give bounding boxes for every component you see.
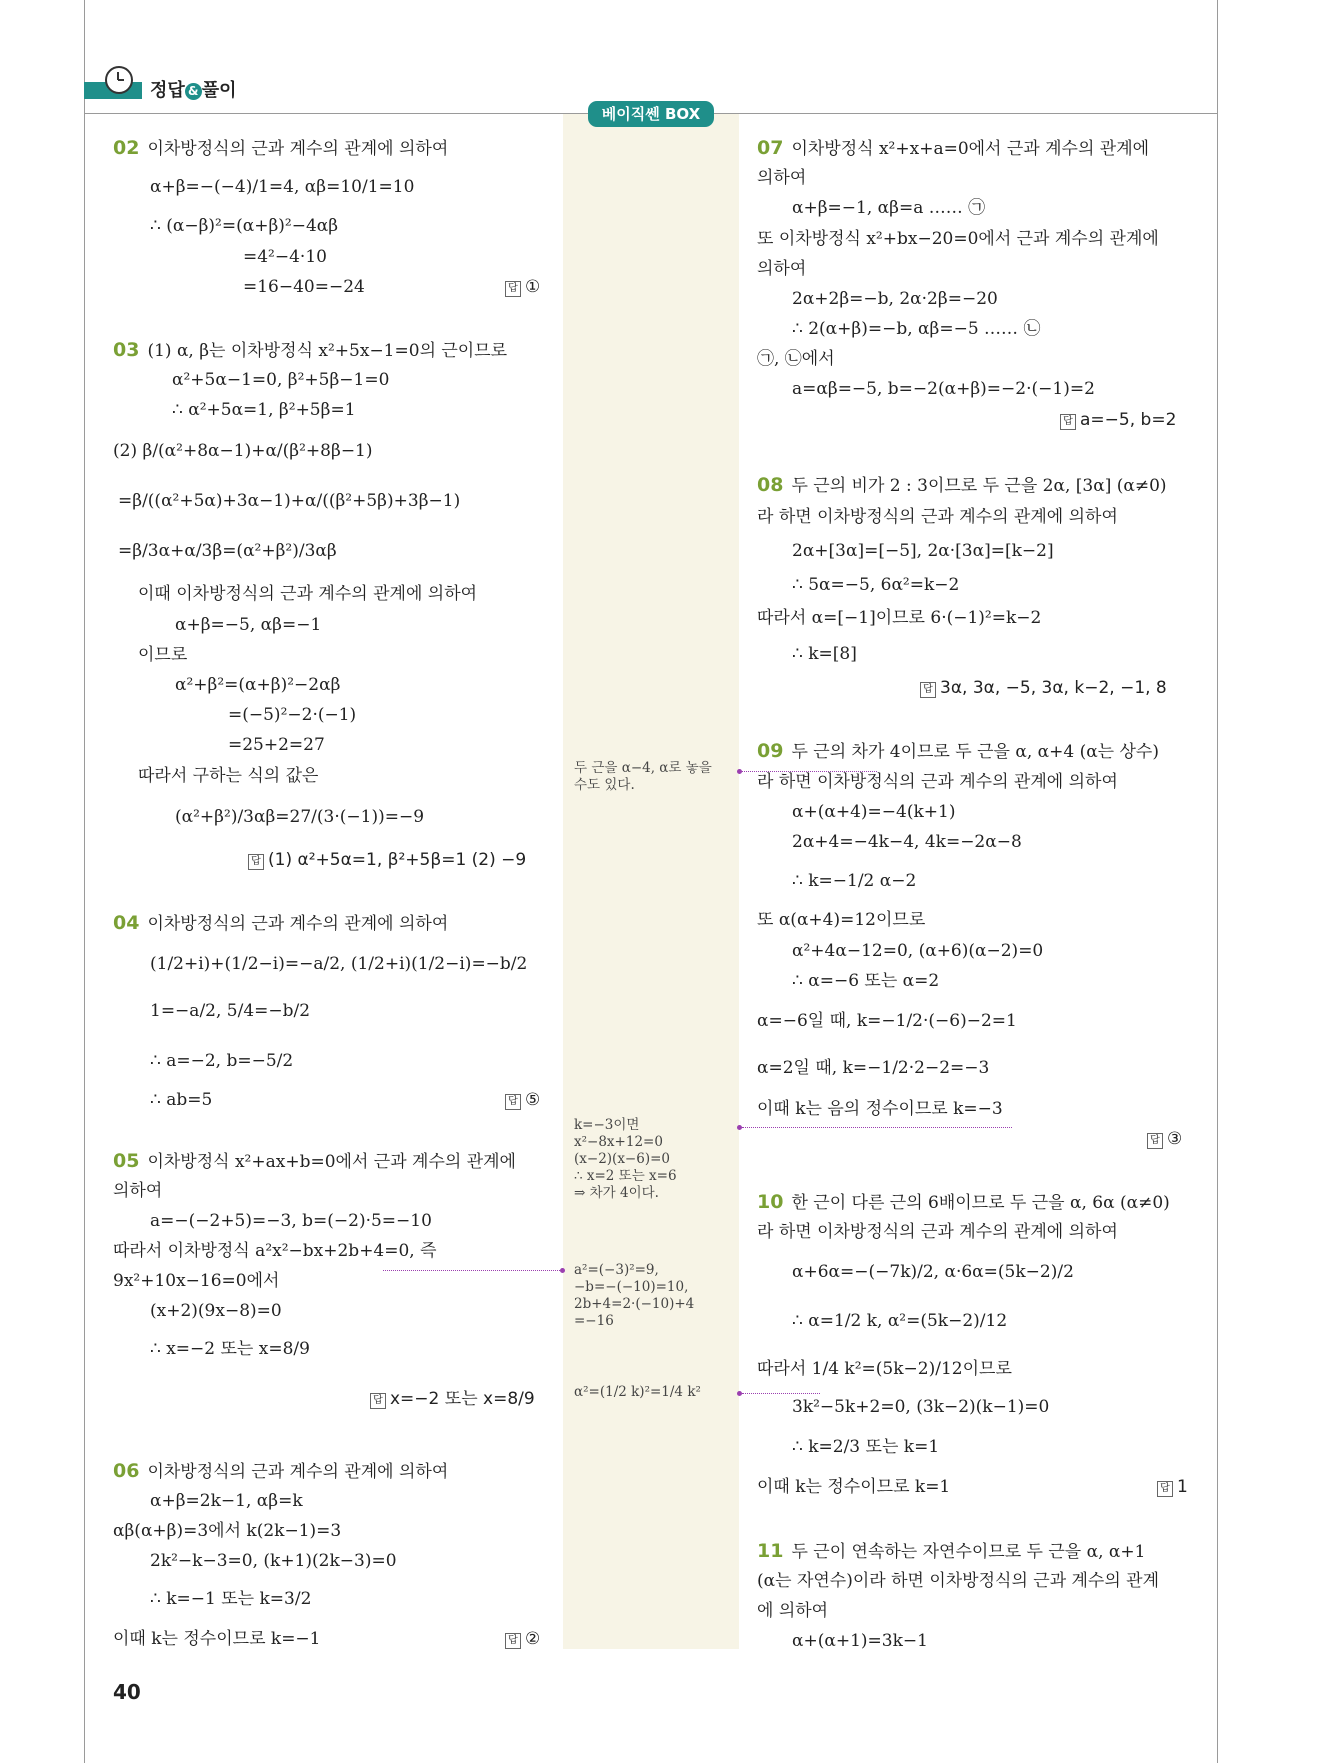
line-text: 이므로 [138,645,188,665]
line-text: 이때 k는 음의 정수이므로 k=−3 [757,1099,1003,1119]
line-text: α+β=−5, αβ=−1 [175,615,322,635]
solution-line [150,1490,303,1512]
connector-line [742,1393,820,1394]
problem-number: 09 [757,740,784,762]
solution-line [792,870,916,892]
box-note-line: −b=−(−10)=10, [574,1279,689,1295]
line-text: 1=−a/2, 5/4=−b/2 [150,1001,311,1021]
answer-mark-icon: 답 [505,1094,521,1110]
problem-03-heading [113,339,507,362]
line-text: 라 하면 이차방정식의 근과 계수의 관계에 의하여 [757,1222,1118,1242]
solution-line [792,831,1022,853]
solution-line [175,806,424,828]
line-text: 이때 k는 정수이므로 k=−1 [113,1629,321,1649]
answer-line [248,849,526,871]
problem-09-heading [757,740,1159,763]
solution-line [757,167,806,189]
solution-line [792,1436,939,1458]
problem-10-heading [757,1191,1170,1214]
solution-line [150,1588,311,1610]
line-text: 의하여 [113,1181,163,1201]
line-text: 라 하면 이차방정식의 근과 계수의 관계에 의하여 [757,772,1118,792]
solution-line [150,215,338,237]
line-text: αβ(α+β)=3에서 k(2k−1)=3 [113,1521,342,1541]
solution-line [792,378,1095,400]
line-text: 2α+4=−4k−4, 4k=−2α−8 [792,832,1022,852]
solution-line [792,1310,1007,1332]
line-text: α²+β²=(α+β)²−2αβ [175,675,341,695]
solution-line [172,369,389,391]
solution-line [757,1570,1159,1592]
answer-mark-icon: 답 [505,1633,521,1649]
line-text: ∴ a=−2, b=−5/2 [150,1051,294,1071]
solution-line [138,765,318,787]
line-text: 따라서 구하는 식의 값은 [138,766,319,786]
solution-line [757,1358,1012,1380]
solution-line [757,258,806,280]
answer-line [920,677,1167,699]
solution-line [792,940,1043,962]
solution-line [757,771,1118,793]
problem-number: 11 [757,1540,784,1562]
page-border-right [1217,0,1218,1763]
solution-line [792,197,985,219]
line-text: ∴ 5α=−5, 6α²=k−2 [792,575,960,595]
solution-line [792,318,1040,340]
line-text: 9x²+10x−16=0에서 [113,1271,280,1291]
solution-line [792,540,1054,562]
box-note-line: =−16 [574,1313,614,1329]
line-text: 이때 k는 정수이므로 k=1 [757,1477,951,1497]
connector-dot [560,1268,565,1273]
problem-05-heading [113,1150,516,1173]
line-text: α=2일 때, k=−1/2·2−2=−3 [757,1058,990,1078]
problem-07-heading [757,137,1149,160]
line-text: ∴ (α−β)²=(α+β)²−4αβ [150,216,339,236]
solution-line [113,1628,321,1650]
problem-08-heading [757,474,1167,497]
line-text: 이차방정식 x²+ax+b=0에서 근과 계수의 관계에 [147,1152,516,1172]
line-text: =25+2=27 [228,735,325,755]
solution-line [150,1210,432,1232]
line-text: 한 근이 다른 근의 6배이므로 두 근을 α, 6α (α≠0) [791,1193,1170,1213]
answer-line [505,1628,540,1650]
line-text: 이차방정식의 근과 계수의 관계에 의하여 [147,1462,449,1482]
line-text: =β/((α²+5α)+3α−1)+α/((β²+5β)+3β−1) [118,491,461,511]
line-text: ② [525,1629,541,1649]
line-text: 라 하면 이차방정식의 근과 계수의 관계에 의하여 [757,507,1118,527]
line-text: 에 의하여 [757,1601,829,1621]
solution-line [757,1098,1003,1120]
line-text: =(−5)²−2·(−1) [228,705,357,725]
solution-line [757,506,1118,528]
answer-mark-icon: 답 [920,682,936,698]
solution-line [150,953,527,975]
answer-line [370,1388,535,1410]
line-text: (1/2+i)+(1/2−i)=−a/2, (1/2+i)(1/2−i)=−b/2 [150,954,528,974]
line-text: 이차방정식의 근과 계수의 관계에 의하여 [147,139,449,159]
line-text: 2α+[3α]=[−5], 2α·[3α]=[k−2] [792,541,1054,561]
connector-line [742,1127,1012,1128]
box-note-line: 수도 있다. [574,777,635,793]
line-text: ∴ k=−1 또는 k=3/2 [150,1589,312,1609]
solution-line [113,1270,279,1292]
solution-line [243,276,365,298]
basic-box-label: 베이직쎈 BOX [588,101,714,127]
problem-number: 04 [113,912,140,934]
solution-line [757,348,835,370]
title-part-answer: 정답 [150,80,185,101]
problem-number: 10 [757,1191,784,1213]
solution-line [150,1338,310,1360]
problem-04-heading [113,912,448,935]
problem-number: 03 [113,339,140,361]
problem-number: 08 [757,474,784,496]
connector-line [383,1270,560,1271]
solution-line [113,1520,341,1542]
solution-line [792,643,857,665]
line-text: 3k²−5k+2=0, (3k−2)(k−1)=0 [792,1397,1050,1417]
line-text: α+β=−1, αβ=a …… ㉠ [792,198,986,218]
line-text: (x+2)(9x−8)=0 [150,1301,282,1321]
problem-number: 05 [113,1150,140,1172]
solution-line [757,1057,989,1079]
line-text: ③ [1167,1129,1183,1149]
ampersand-badge: & [185,83,202,100]
line-text: ㉠, ㉡에서 [757,349,835,369]
line-text: ① [525,277,541,297]
line-text: 의하여 [757,259,807,279]
solution-line [757,1476,950,1498]
solution-line [228,734,325,756]
page-border-left [84,0,85,1763]
solution-line [757,607,1041,629]
line-text: =β/3α+α/3β=(α²+β²)/3αβ [118,541,337,561]
solution-line [175,674,340,696]
answer-line [505,1089,540,1111]
solution-line [113,440,373,462]
answer-mark-icon: 답 [248,854,264,870]
answer-line [505,276,540,298]
box-note-line: α²=(1/2 k)²=1/4 k² [574,1384,701,1400]
solution-line [138,583,477,605]
line-text: 두 근의 차가 4이므로 두 근을 α, α+4 (α는 상수) [791,742,1159,762]
solution-line [792,970,939,992]
page-number: 40 [113,1680,141,1704]
solution-line [792,1261,1074,1283]
solution-line [228,704,356,726]
solution-line [792,288,998,310]
solution-line [150,1550,397,1572]
line-text: a=−(−2+5)=−3, b=(−2)·5=−10 [150,1211,432,1231]
line-text: 두 근이 연속하는 자연수이므로 두 근을 α, α+1 [791,1542,1146,1562]
line-text: α=−6일 때, k=−1/2·(−6)−2=1 [757,1011,1017,1031]
line-text: 따라서 1/4 k²=(5k−2)/12이므로 [757,1359,1012,1379]
line-text: 따라서 이차방정식 a²x²−bx+2b+4=0, 즉 [113,1241,437,1261]
problem-06-heading [113,1460,448,1483]
solution-line [757,909,925,931]
line-text: ∴ k=−1/2 α−2 [792,871,917,891]
solution-line [792,574,959,596]
line-text: 또 α(α+4)=12이므로 [757,910,926,930]
answer-mark-icon: 답 [505,281,521,297]
line-text: ∴ α=1/2 k, α²=(5k−2)/12 [792,1311,1008,1331]
line-text: 두 근의 비가 2 : 3이므로 두 근을 2α, [3α] (α≠0) [791,476,1167,496]
line-text: α+6α=−(−7k)/2, α·6α=(5k−2)/2 [792,1262,1074,1282]
line-text: 3α, 3α, −5, 3α, k−2, −1, 8 [940,678,1167,698]
line-text: α+β=−(−4)/1=4, αβ=10/1=10 [150,177,415,197]
answer-line [1147,1128,1182,1150]
solution-line [243,246,327,268]
line-text: (1) α, β는 이차방정식 x²+5x−1=0의 근이므로 [147,341,508,361]
solution-line [118,540,337,562]
line-text: ⑤ [525,1090,541,1110]
line-text: a=−5, b=2 [1080,410,1177,430]
solution-line [113,1240,437,1262]
title-part-solution: 풀이 [201,80,237,101]
answer-mark-icon: 답 [1060,414,1076,430]
line-text: α+(α+1)=3k−1 [792,1631,928,1651]
solution-line [757,1221,1118,1243]
solution-line [150,1300,282,1322]
box-note-line: k=−3이면 [574,1117,640,1133]
line-text: (2) β/(α²+8α−1)+α/(β²+8β−1) [113,441,373,461]
problem-11-heading [757,1540,1145,1563]
solution-line [138,644,187,666]
answer-line [1157,1476,1188,1498]
box-note-line: 2b+4=2·(−10)+4 [574,1296,695,1312]
solution-line [792,1630,928,1652]
line-text: 또 이차방정식 x²+bx−20=0에서 근과 계수의 관계에 [757,229,1159,249]
solution-line [792,801,955,823]
line-text: (1) α²+5α=1, β²+5β=1 (2) −9 [268,850,527,870]
solution-line [757,1010,1017,1032]
line-text: 1 [1177,1477,1188,1497]
line-text: =4²−4·10 [243,247,327,267]
line-text: ∴ x=−2 또는 x=8/9 [150,1339,310,1359]
line-text: 이차방정식 x²+x+a=0에서 근과 계수의 관계에 [791,139,1150,159]
line-text: 이차방정식의 근과 계수의 관계에 의하여 [147,914,449,934]
line-text: ∴ 2(α+β)=−b, αβ=−5 …… ㉡ [792,319,1041,339]
problem-number: 06 [113,1460,140,1482]
line-text: =16−40=−24 [243,277,365,297]
alarm-clock-icon [105,66,133,94]
problem-02-heading [113,137,448,160]
line-text: ∴ α=−6 또는 α=2 [792,971,940,991]
answer-mark-icon: 답 [1147,1133,1163,1149]
box-note-line: (x−2)(x−6)=0 [574,1151,670,1167]
answer-mark-icon: 답 [370,1393,386,1409]
line-text: 의하여 [757,168,807,188]
line-text: 이때 이차방정식의 근과 계수의 관계에 의하여 [138,584,478,604]
solution-line [150,1050,293,1072]
line-text: 2α+2β=−b, 2α·2β=−20 [792,289,998,309]
answer-line [1060,409,1176,431]
line-text: ∴ k=[8] [792,644,857,664]
line-text: (α는 자연수)이라 하면 이차방정식의 근과 계수의 관계 [757,1571,1160,1591]
solution-line [118,490,460,512]
line-text: (α²+β²)/3αβ=27/(3·(−1))=−9 [175,807,425,827]
line-text: α+(α+4)=−4(k+1) [792,802,956,822]
line-text: a=αβ=−5, b=−2(α+β)=−2·(−1)=2 [792,379,1095,399]
line-text: ∴ k=2/3 또는 k=1 [792,1437,940,1457]
line-text: ∴ α²+5α=1, β²+5β=1 [172,400,356,420]
solution-line [150,1000,310,1022]
line-text: α²+4α−12=0, (α+6)(α−2)=0 [792,941,1044,961]
line-text: x=−2 또는 x=8/9 [390,1389,535,1409]
box-note-line: x²−8x+12=0 [574,1134,663,1150]
solution-line [792,1396,1049,1418]
box-note-line: 두 근을 α−4, α로 놓을 [574,760,712,776]
line-text: ∴ ab=5 [150,1090,213,1110]
answer-mark-icon: 답 [1157,1481,1173,1497]
solution-line [150,176,414,198]
problem-number: 07 [757,137,784,159]
box-note-line: ∴ x=2 또는 x=6 [574,1168,677,1184]
box-note-line: ⇒ 차가 4이다. [574,1185,659,1201]
solution-line [150,1089,212,1111]
solution-line [757,1600,828,1622]
solution-line [113,1180,162,1202]
line-text: α+β=2k−1, αβ=k [150,1491,303,1511]
solution-line [172,399,356,421]
basic-box-column [563,114,739,1649]
box-note-line: a²=(−3)²=9, [574,1262,659,1278]
solution-line [175,614,321,636]
connector-line [742,771,877,772]
line-text: α²+5α−1=0, β²+5β−1=0 [172,370,390,390]
line-text: 2k²−k−3=0, (k+1)(2k−3)=0 [150,1551,397,1571]
line-text: 따라서 α=[−1]이므로 6·(−1)²=k−2 [757,608,1042,628]
solution-line [757,228,1159,250]
section-title [150,76,237,102]
problem-number: 02 [113,137,140,159]
